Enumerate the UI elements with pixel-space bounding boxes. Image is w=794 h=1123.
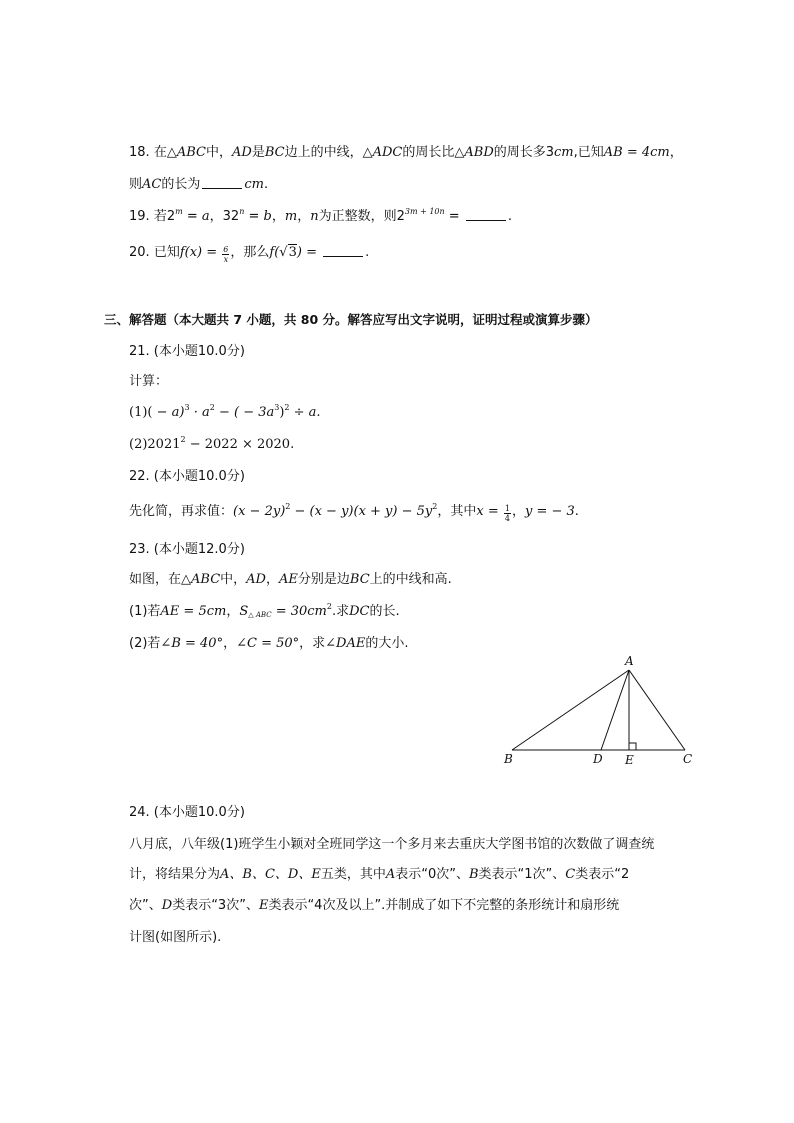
- question-24-line-1: 八月底，八年级(1)班学生小颖对全班同学这一个多月来去重庆大学图书馆的次数做了调查统: [129, 837, 655, 852]
- label-a: A: [625, 654, 634, 668]
- median-ad: [601, 670, 629, 750]
- question-24-line-4: 计图(如图所示).: [129, 930, 222, 945]
- question-18-line-2: 则AC的长为 cm.: [129, 177, 269, 192]
- answer-blank: [466, 208, 506, 221]
- question-24-heading: 24. (本小题10.0分): [129, 805, 245, 820]
- question-22-heading: 22. (本小题10.0分): [129, 469, 245, 484]
- question-23-line-1: 如图，在△ABC中，AD，AE分别是边BC上的中线和高.: [129, 572, 452, 587]
- question-24-line-2: 计，将结果分为A、B、C、D、E五类，其中A表示“0次”、B类表示“1次”、C类表示“2: [129, 867, 630, 882]
- question-19: 19. 若$2^m = a$，$32^n = b$，m，n为正整数，则$2^{3m + 10n}$ = .: [129, 207, 512, 224]
- fraction: $\frac{1}{4}$: [504, 504, 510, 523]
- side-ab: [512, 670, 629, 750]
- question-23-heading: 23. (本小题12.0分): [129, 542, 245, 557]
- question-23-part-2: (2)若∠B = 40°，∠C = 50°，求∠DAE的大小.: [129, 636, 409, 651]
- question-21-heading: 21. (本小题10.0分): [129, 344, 245, 359]
- question-23-part-1: (1)若AE = 5cm，$S_{\triangle ABC} = 30cm^2$.求DC的长.: [129, 602, 400, 619]
- question-18-line-1: 18. 在△ABC中，AD是BC边上的中线，△ADC的周长比△ABD的周长多3cm,已知AB = 4cm，: [129, 145, 683, 160]
- side-ac: [629, 670, 685, 750]
- answer-blank: [202, 176, 242, 189]
- fraction: $\frac{6}{x}$: [223, 245, 229, 264]
- right-angle-mark: [629, 743, 636, 750]
- question-24-line-3: 次”、D类表示“3次”、E类表示“4次及以上”.并制成了如下不完整的条形统计和扇形统: [129, 898, 620, 913]
- label-b: B: [504, 752, 513, 766]
- question-22-body: 先化简，再求值：$(x - 2y)^2 - (x - y)(x + y) - 5y^2$，其中x = $\frac{1}{4}$ ，y = − 3.: [129, 502, 579, 523]
- question-21-part-1: $(1)( - a)^3 \cdot a^2$ − ( − $3a^3)^2 \div a$.: [129, 403, 321, 420]
- question-20: 20. 已知f(x) = $\frac{6}{x}$ ，那么f(√3) = .: [129, 245, 370, 264]
- question-21-part-2: $(2)2021^2 - 2022 \times 2020$.: [129, 435, 295, 452]
- label-d: D: [593, 752, 603, 766]
- triangle-figure: [495, 652, 705, 770]
- label-e: E: [625, 753, 634, 767]
- question-21-intro: 计算：: [129, 374, 169, 389]
- answer-blank: [323, 244, 363, 257]
- label-c: C: [683, 752, 693, 766]
- section-3-title: 三、解答题（本大题共 7 小题，共 80 分。解答应写出文字说明，证明过程或演算步骤）: [104, 312, 598, 327]
